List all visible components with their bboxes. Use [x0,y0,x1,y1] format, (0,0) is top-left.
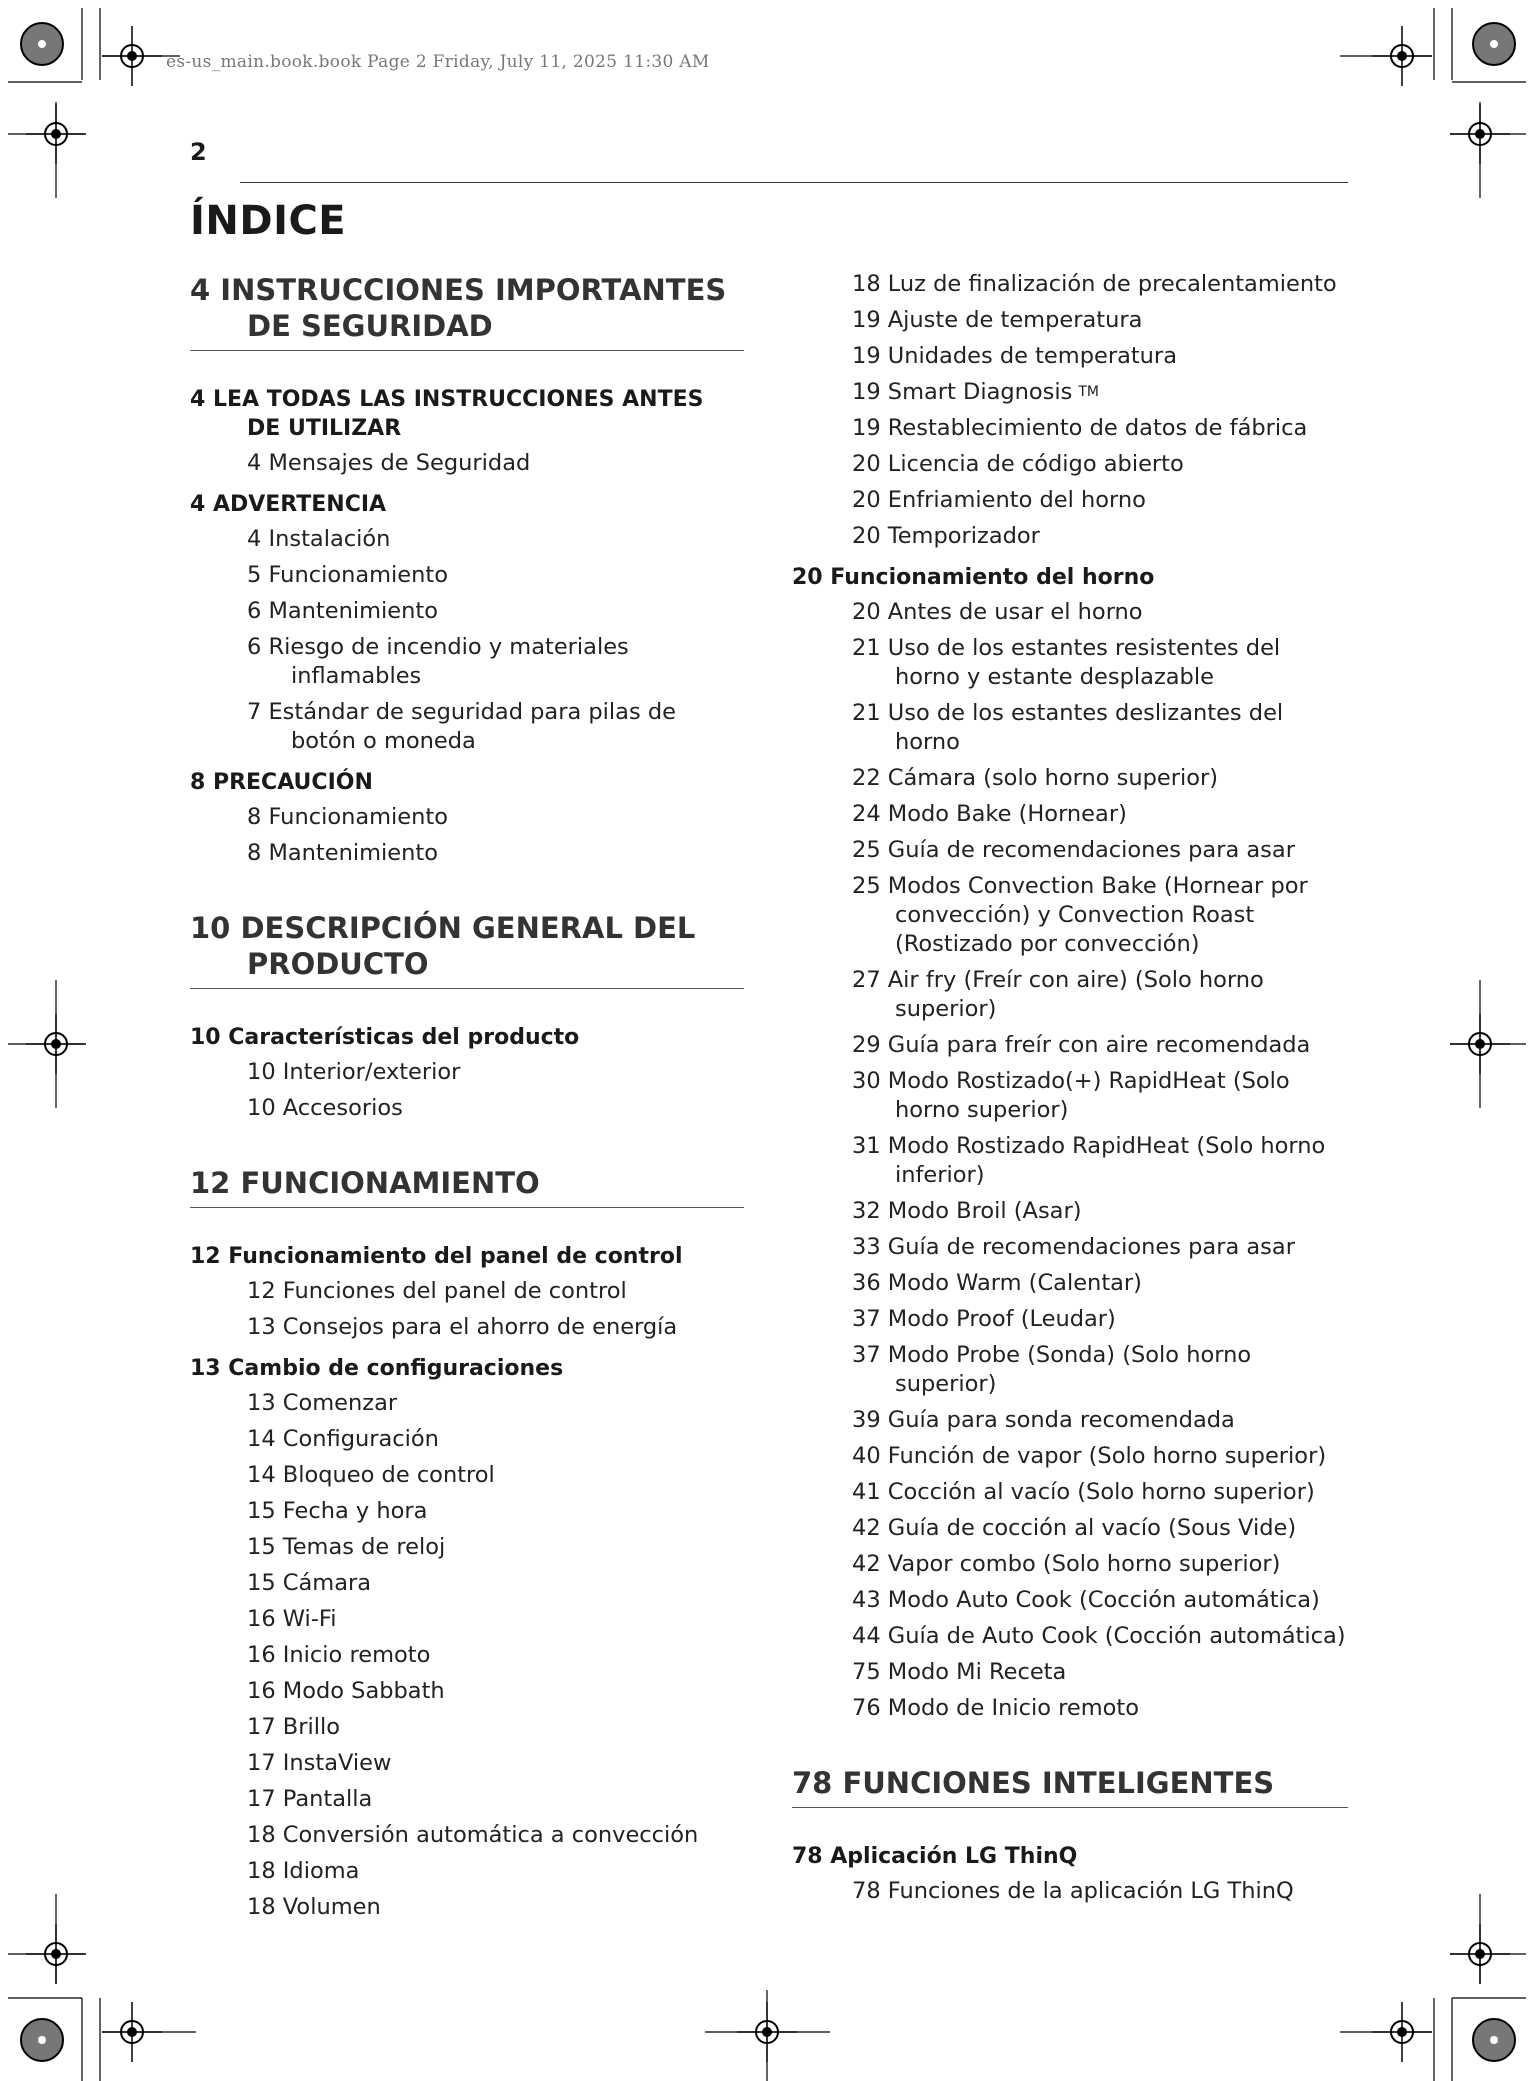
toc-entry-link[interactable] [190,1821,744,1850]
toc-entry-text: 27 Air fry (Freír con aire) (Solo horno superior) [852,967,1264,1022]
toc-entry-text: 42 Vapor combo (Solo horno superior) [852,1551,1281,1577]
toc-entry-text: 4 Mensajes de Seguridad [247,450,531,476]
toc-entry-text: 16 Modo Sabbath [247,1678,445,1704]
toc-entry-text: 12 FUNCIONAMIENTO [190,1166,540,1200]
toc-entry-link[interactable] [190,1713,744,1742]
toc-entry-link[interactable] [190,1277,744,1306]
toc-entry-text: 8 Mantenimiento [247,840,438,866]
header-rule [240,182,1348,183]
toc-entry-text: 8 PRECAUCIÓN [190,770,373,795]
toc-entry-link[interactable] [190,803,744,832]
toc-entry-link[interactable] [792,1031,1348,1060]
toc-entry-text: 25 Guía de recomendaciones para asar [852,837,1295,863]
toc-entry-text: 4 Instalación [247,526,391,552]
toc-entry-text: 78 Aplicación LG ThinQ [792,1844,1078,1869]
toc-entry-link[interactable] [792,1233,1348,1262]
toc-entry-link[interactable] [792,378,1348,407]
toc-entry-link[interactable] [190,561,744,590]
toc-entry-link[interactable] [792,966,1348,1024]
toc-subsection-link[interactable] [190,1023,744,1052]
toc-entry-text: 76 Modo de Inicio remoto [852,1695,1139,1721]
toc-entry-text: 17 Pantalla [247,1786,373,1812]
toc-entry-link[interactable] [792,800,1348,829]
toc-entry-text: 20 Antes de usar el horno [852,599,1143,625]
toc-entry-link[interactable] [792,1341,1348,1399]
toc-entry-link[interactable] [190,525,744,554]
toc-entry-text: 40 Función de vapor (Solo horno superior) [852,1443,1327,1469]
toc-entry-text: 19 Restablecimiento de datos de fábrica [852,415,1308,441]
toc-subsection-link[interactable] [190,490,744,519]
toc-entry-text: 10 Interior/exterior [247,1059,461,1085]
toc-entry-text: 13 Cambio de configuraciones [190,1356,564,1381]
toc-entry-link[interactable] [190,633,744,691]
toc-entry-text: 18 Conversión automática a convección [247,1822,699,1848]
toc-entry-text: 21 Uso de los estantes resistentes del horno y estante desplazable [852,635,1281,690]
toc-entry-link[interactable] [190,1749,744,1778]
toc-entry-link[interactable] [792,634,1348,692]
toc-entry-link[interactable] [190,597,744,626]
toc-entry-link[interactable] [792,270,1348,299]
toc-entry-text: 16 Inicio remoto [247,1642,431,1668]
toc-entry-text: 33 Guía de recomendaciones para asar [852,1234,1295,1260]
toc-entry-link[interactable] [792,1514,1348,1543]
toc-entry-text: 22 Cámara (solo horno superior) [852,765,1219,791]
toc-entry-link[interactable] [190,1313,744,1342]
toc-entry-link[interactable] [792,836,1348,865]
toc-entry-link[interactable] [792,1132,1348,1190]
toc-entry-text: 6 Mantenimiento [247,598,438,624]
toc-entry-text: 32 Modo Broil (Asar) [852,1198,1082,1224]
toc-entry-text: 17 InstaView [247,1750,392,1776]
toc-entry-text: 14 Bloqueo de control [247,1462,495,1488]
page-number: 2 [190,138,207,166]
toc-subsection-link[interactable] [792,563,1348,592]
toc-entry-text: 7 Estándar de seguridad para pilas de botón o moneda [247,699,676,754]
toc-entry-link[interactable] [190,698,744,756]
toc-entry-link[interactable] [190,1569,744,1598]
toc-entry-link[interactable] [792,699,1348,757]
toc-entry-link[interactable] [792,414,1348,443]
toc-subsection-link[interactable] [190,768,744,797]
toc-entry-link[interactable] [190,1094,744,1123]
page-title: ÍNDICE [190,198,347,244]
toc-entry-text: 4 LEA TODAS LAS INSTRUCCIONES ANTES DE UTILIZAR [190,387,704,441]
toc-entry-link[interactable] [190,1058,744,1087]
toc-section-heading[interactable] [190,910,744,989]
toc-section-heading[interactable] [190,1165,744,1208]
toc-entry-link[interactable] [792,1550,1348,1579]
color-target-icon [21,23,63,65]
toc-entry-link[interactable] [190,1389,744,1418]
toc-entry-text: 10 Accesorios [247,1095,403,1121]
toc-entry-link[interactable] [792,872,1348,959]
toc-entry-link[interactable] [792,764,1348,793]
toc-entry-text: 17 Brillo [247,1714,340,1740]
toc-entry-text: 18 Luz de finalización de precalentamiento [852,271,1337,297]
toc-entry-text: 19 Unidades de temperatura [852,343,1177,369]
toc-entry-text: 44 Guía de Auto Cook (Cocción automática) [852,1623,1346,1649]
toc-entry-text: 6 Riesgo de incendio y materiales inflamables [247,634,629,689]
toc-entry-link[interactable] [792,342,1348,371]
toc-subsection-link[interactable] [792,1842,1348,1871]
toc-entry-link[interactable] [190,1857,744,1886]
toc-entry-text: 41 Cocción al vacío (Solo horno superior) [852,1479,1315,1505]
toc-entry-text: 19 Ajuste de temperatura [852,307,1143,333]
toc-entry-link[interactable] [190,1425,744,1454]
toc-entry-text: 14 Configuración [247,1426,439,1452]
toc-entry-link[interactable] [792,1197,1348,1226]
toc-entry-link[interactable] [792,522,1348,551]
color-target-icon [1473,23,1515,65]
toc-entry-link[interactable] [190,1785,744,1814]
toc-entry-text: 21 Uso de los estantes deslizantes del horno [852,700,1284,755]
toc-entry-text: 13 Comenzar [247,1390,398,1416]
toc-entry-link[interactable] [792,1658,1348,1687]
toc-entry-text: 24 Modo Bake (Hornear) [852,801,1127,827]
toc-entry-text: 75 Modo Mi Receta [852,1659,1067,1685]
toc-section-heading[interactable] [190,272,744,351]
toc-entry-link[interactable] [792,1305,1348,1334]
toc-entry-text: 29 Guía para freír con aire recomendada [852,1032,1311,1058]
toc-entry-link[interactable] [792,1067,1348,1125]
toc-entry-link[interactable] [190,1533,744,1562]
toc-subsection-link[interactable] [190,1354,744,1383]
color-target-icon [21,2019,63,2061]
toc-entry-text: 37 Modo Probe (Sonda) (Solo horno superior) [852,1342,1252,1397]
toc-entry-link[interactable] [792,1694,1348,1723]
toc-entry-text: 30 Modo Rostizado(+) RapidHeat (Solo horno superior) [852,1068,1290,1123]
toc-entry-text: 39 Guía para sonda recomendada [852,1407,1235,1433]
toc-entry-link[interactable] [792,1269,1348,1298]
color-target-icon [1473,2019,1515,2061]
toc-entry-link[interactable] [190,1461,744,1490]
toc-entry-text: 36 Modo Warm (Calentar) [852,1270,1142,1296]
toc-entry-link[interactable] [792,1406,1348,1435]
toc-entry-text: 15 Cámara [247,1570,372,1596]
toc-entry-text: 15 Temas de reloj [247,1534,446,1560]
trademark-mark: TM [1078,384,1100,400]
toc-entry-text: 12 Funciones del panel de control [247,1278,627,1304]
toc-entry-text: 78 Funciones de la aplicación LG ThinQ [852,1878,1294,1904]
print-slug: es-us_main.book.book Page 2 Friday, July 11, 2025 11:30 AM [166,52,710,72]
toc-entry-link[interactable] [190,1641,744,1670]
toc-entry-text: 15 Fecha y hora [247,1498,428,1524]
toc-entry-link[interactable] [792,306,1348,335]
toc-entry-text: 8 Funcionamiento [247,804,448,830]
toc-entry-link[interactable] [792,1442,1348,1471]
toc-entry-text: 13 Consejos para el ahorro de energía [247,1314,678,1340]
toc-column-right [792,270,1348,1913]
toc-subsection-link[interactable] [190,385,744,443]
toc-entry-text: 37 Modo Proof (Leudar) [852,1306,1116,1332]
toc-entry-link[interactable] [190,1677,744,1706]
toc-column-left [190,272,744,1929]
toc-entry-link[interactable] [792,1586,1348,1615]
toc-entry-text: 10 DESCRIPCIÓN GENERAL DEL PRODUCTO [190,911,696,981]
toc-entry-link[interactable] [190,1605,744,1634]
toc-entry-text: 20 Funcionamiento del horno [792,565,1155,590]
toc-entry-link[interactable] [190,449,744,478]
toc-entry-link[interactable] [792,598,1348,627]
toc-section-heading[interactable] [792,1765,1348,1808]
toc-entry-link[interactable] [190,1497,744,1526]
toc-entry-text: 10 Características del producto [190,1025,580,1050]
toc-entry-link[interactable] [190,1893,744,1922]
toc-entry-text: 25 Modos Convection Bake (Hornear por convección) y Convection Roast (Rostizado por convección) [852,873,1308,957]
toc-subsection-link[interactable] [190,1242,744,1271]
toc-entry-text: 18 Volumen [247,1894,381,1920]
toc-entry-text: 16 Wi-Fi [247,1606,337,1632]
toc-entry-text: 12 Funcionamiento del panel de control [190,1244,683,1269]
toc-entry-text: 18 Idioma [247,1858,360,1884]
toc-entry-text: 20 Licencia de código abierto [852,451,1184,477]
toc-entry-text: 42 Guía de cocción al vacío (Sous Vide) [852,1515,1297,1541]
toc-entry-link[interactable] [190,839,744,868]
toc-entry-text: 43 Modo Auto Cook (Cocción automática) [852,1587,1320,1613]
toc-entry-link[interactable] [792,450,1348,479]
toc-entry-link[interactable] [792,1478,1348,1507]
toc-entry-link[interactable] [792,486,1348,515]
toc-entry-text: 31 Modo Rostizado RapidHeat (Solo horno inferior) [852,1133,1326,1188]
toc-entry-text: 19 Smart Diagnosis [852,379,1073,405]
toc-entry-text: 4 ADVERTENCIA [190,492,387,517]
toc-entry-text: 20 Temporizador [852,523,1040,549]
toc-entry-text: 5 Funcionamiento [247,562,448,588]
toc-entry-link[interactable] [792,1877,1348,1906]
toc-entry-link[interactable] [792,1622,1348,1651]
toc-entry-text: 78 FUNCIONES INTELIGENTES [792,1766,1275,1800]
toc-entry-text: 20 Enfriamiento del horno [852,487,1146,513]
toc-entry-text: 4 INSTRUCCIONES IMPORTANTES DE SEGURIDAD [190,273,727,343]
